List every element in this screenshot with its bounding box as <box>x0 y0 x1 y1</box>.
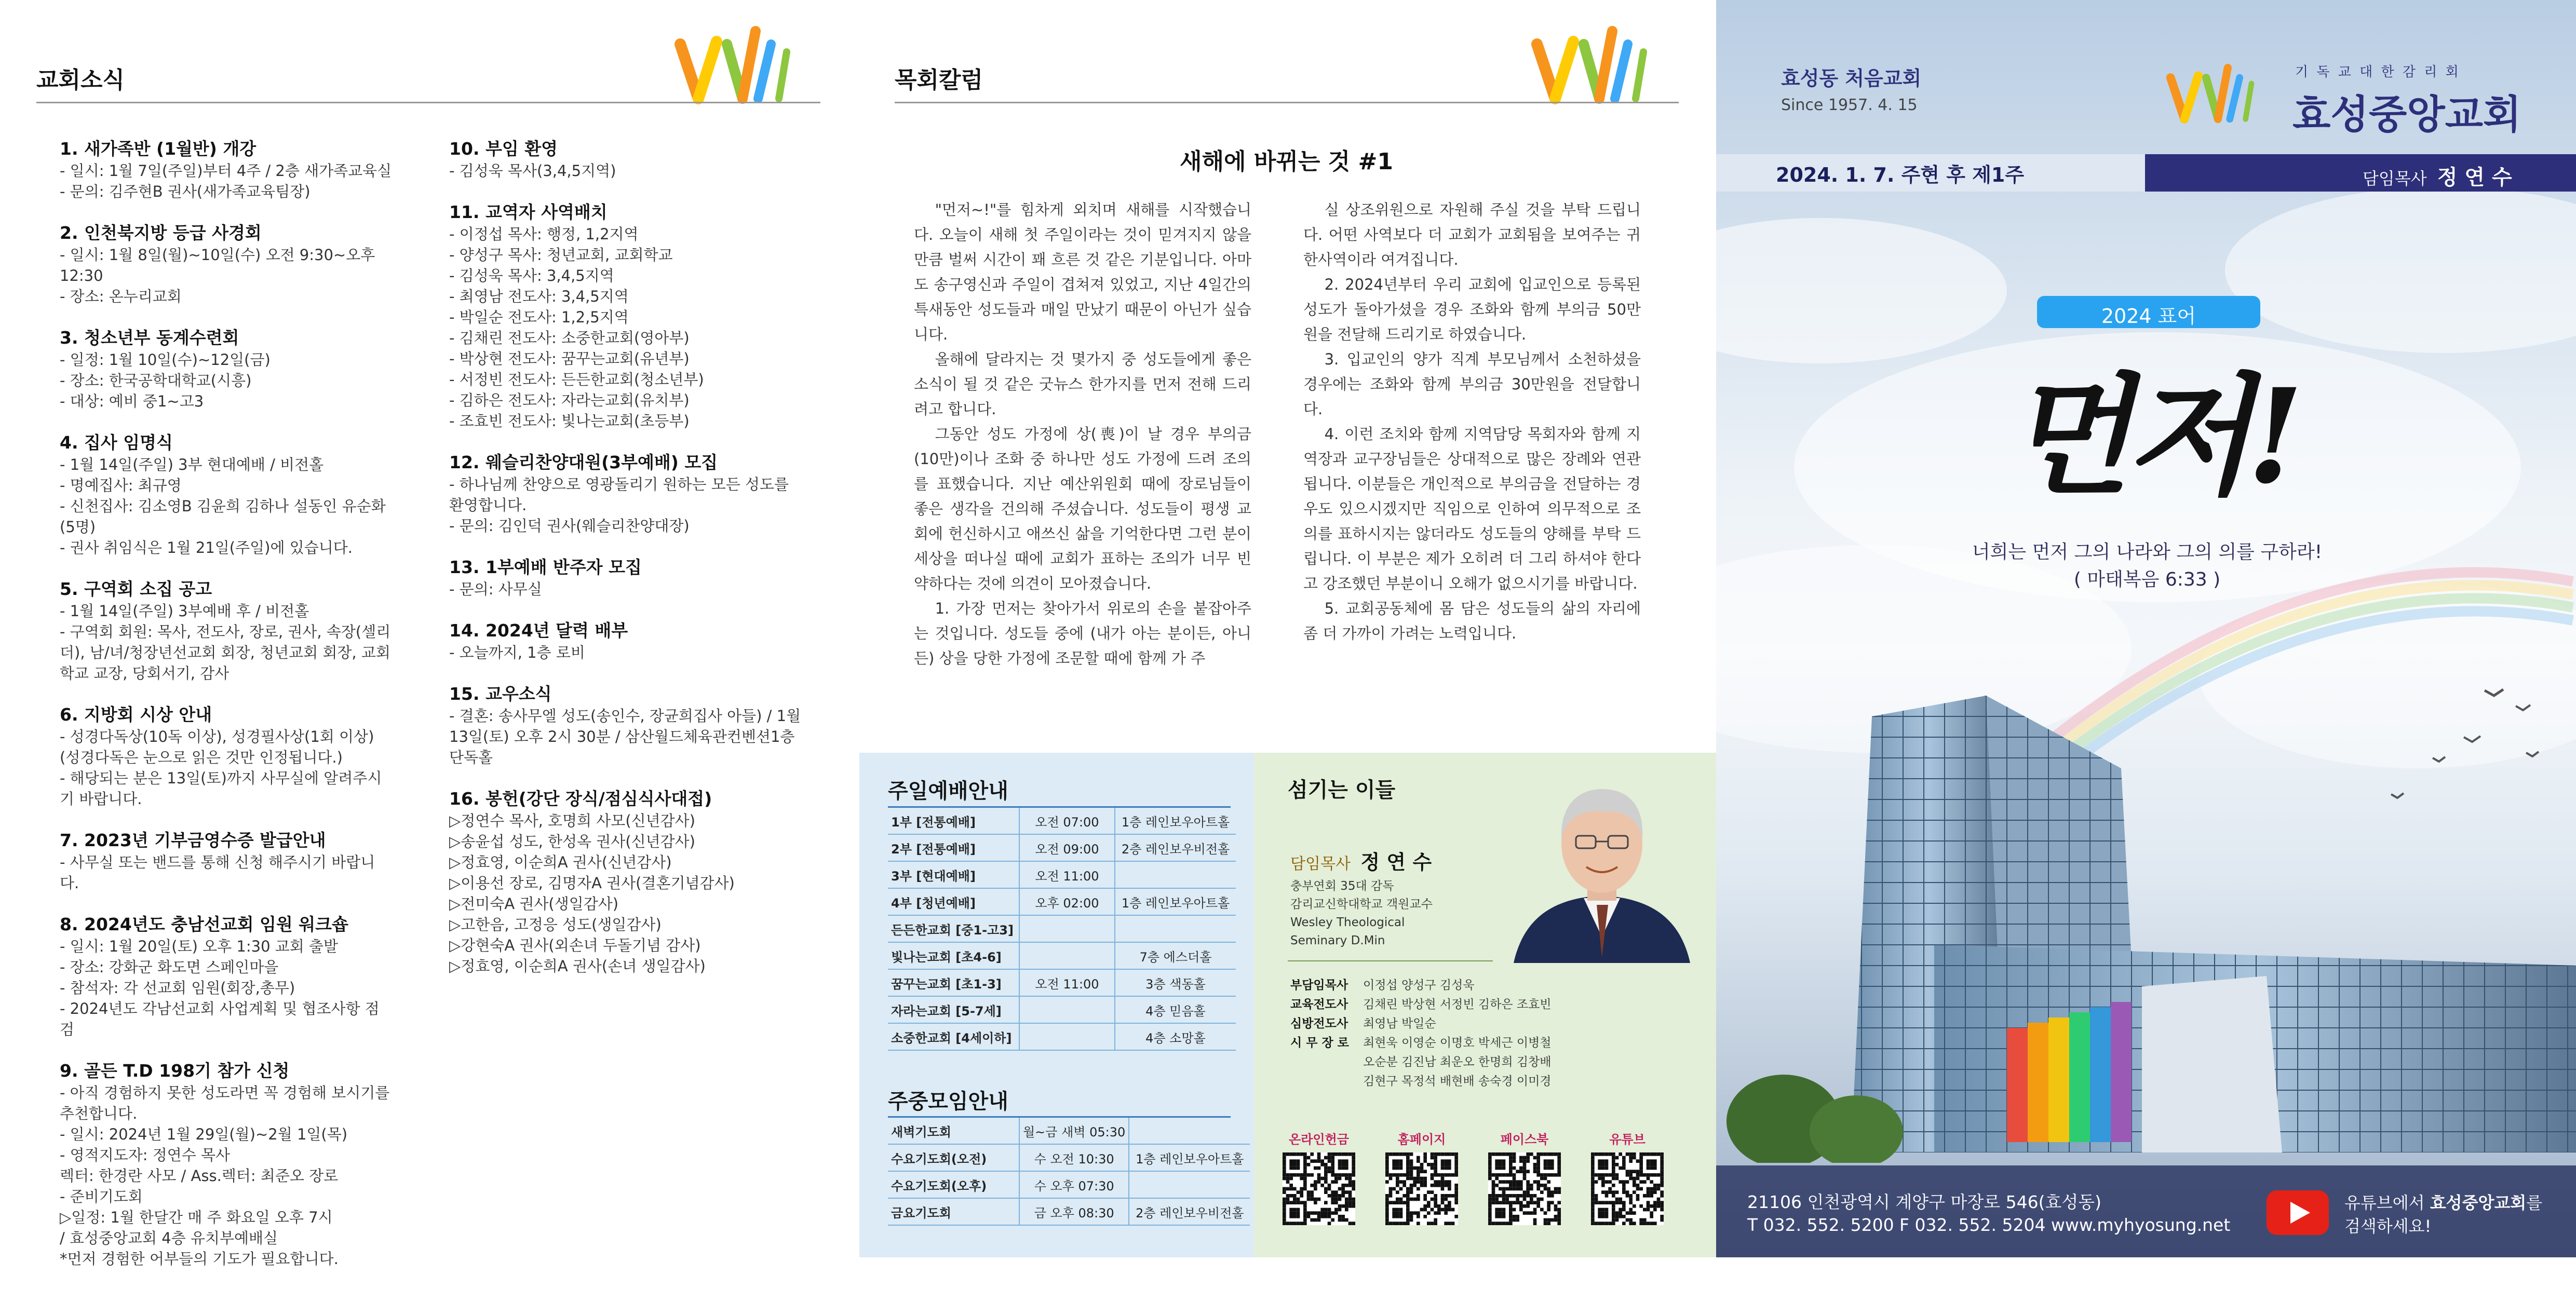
news-item-line: - 이정섭 목사: 행정, 1,2지역 <box>449 225 639 243</box>
servers-box <box>1254 753 1716 1257</box>
column-text-right <box>1303 197 1641 646</box>
news-item-line: - 아직 경험하지 못한 성도라면 꼭 경험해 보시기를 추천합니다. <box>60 1084 390 1122</box>
table-cell: 4층 믿음홀 <box>1115 996 1236 1023</box>
church-logo-icon <box>670 21 800 109</box>
bio-line: 충부연회 35대 감독 <box>1290 879 1394 893</box>
offering-qr-code[interactable] <box>1283 1152 1355 1225</box>
news-item-line: - 문의: 사무실 <box>449 580 542 598</box>
news-section-title: 교회소식 <box>36 67 125 93</box>
news-item-line: - 장소: 한국공학대학교(시흥) <box>60 372 252 389</box>
news-item-line: - 문의: 김인덕 권사(웨슬리찬양대장) <box>449 517 690 535</box>
news-item <box>60 222 392 307</box>
table-cell <box>1019 996 1115 1023</box>
denomination: 기 독 교 대 한 감 리 회 <box>2295 64 2461 80</box>
table-row <box>888 861 1236 888</box>
table-row <box>888 996 1236 1023</box>
staff-names: 이정섭 양성구 김성욱 <box>1363 979 1475 992</box>
news-item-title: 9. 골든 T.D 198기 참가 신청 <box>60 1061 290 1081</box>
column-paragraph: 실 상조위원으로 자원해 주실 것을 부탁 드립니다. 어떤 사역보다 더 교회가 교회됨을 보여주는 귀한사역이라 여겨집니다. <box>1303 201 1641 268</box>
news-item-line: ▷이용선 장로, 김명자A 권사(결혼기념감사) <box>449 874 735 892</box>
news-item-line: (성경다독은 눈으로 읽은 것만 인정됩니다.) <box>60 749 343 766</box>
staff-role: 부담임목사 <box>1290 979 1348 992</box>
news-item-title: 15. 교우소식 <box>449 684 552 704</box>
news-item-line: - 조효빈 전도사: 빛나는교회(초등부) <box>449 412 690 430</box>
qr-label: 홈페이지 <box>1397 1132 1446 1147</box>
table-cell: 오전 09:00 <box>1019 834 1115 861</box>
table-cell: 자라는교회 [5-7세] <box>888 996 1019 1023</box>
news-item-line: ▷정연수 목사, 호명희 사모(신년감사) <box>449 812 695 830</box>
news-item-title: 16. 봉헌(강단 장식/점심식사대접) <box>449 789 712 809</box>
news-item-line: - 최영남 전도사: 3,4,5지역 <box>449 288 629 305</box>
table-cell: 1층 레인보우아트홀 <box>1129 1144 1250 1171</box>
table-row <box>888 1198 1250 1225</box>
table-cell: 수 오후 07:30 <box>1019 1171 1129 1198</box>
news-item-line: - 문의: 김주현B 권사(새가족교육팀장) <box>60 183 311 200</box>
news-item <box>60 1060 392 1269</box>
news-item-line: - 준비기도회 <box>60 1188 143 1205</box>
news-item-line: - 사무실 또는 밴드를 통해 신청 해주시기 바랍니다. <box>60 853 375 892</box>
youtube-search-line1: 유튜브에서 효성중앙교회를 <box>2344 1193 2543 1213</box>
staff-names: 김현구 목정석 배현배 송숙경 이미경 <box>1363 1075 1552 1088</box>
news-list-right <box>449 138 802 996</box>
table-cell: 1부 [전통예배] <box>888 808 1019 834</box>
motto-label: 2024 표어 <box>2101 305 2196 328</box>
news-item <box>60 431 392 558</box>
table-cell <box>1129 1171 1250 1198</box>
news-item-line: - 박일순 전도사: 1,2,5지역 <box>449 308 629 326</box>
church-contact: T 032. 552. 5200 F 032. 552. 5204 www.myhyosung.net <box>1747 1215 2231 1235</box>
staff-list <box>1290 976 1552 1091</box>
verse-text: 너희는 먼저 그의 나라와 그의 의를 구하라! <box>1972 541 2323 563</box>
news-item-line: - 일시: 1월 8일(월)~10일(수) 오전 9:30~오후 12:30 <box>60 246 375 284</box>
news-item <box>60 327 392 412</box>
table-cell <box>1019 1023 1115 1050</box>
table-cell: 오전 07:00 <box>1019 808 1115 834</box>
column-paragraph: 4. 이런 조치와 함께 지역담당 목회자와 함께 지역장과 교구장님들은 상대적으로 많은 장례와 연관됩니다. 이분들은 개인적으로 부의금을 전달하는 경우도 있으시겠지만 직임으로 인하여 의무적으로 조의를 표하시지는 않더라도 성도들의 양해를 부탁 드립니다. 이 부분은 제가 오히려 더 그리 하셔야 한다고 강조했던 부분이니 오해가 없으시기를 바랍니다. <box>1303 425 1641 592</box>
church-logo-icon <box>2163 49 2261 138</box>
news-item-line: / 효성중앙교회 4층 유치부예배실 <box>60 1229 278 1247</box>
news-item-line: - 1월 14일(주일) 3부예배 후 / 비전홀 <box>60 602 309 620</box>
news-item <box>449 138 802 181</box>
news-item-line: ▷송윤섭 성도, 한성옥 권사(신년감사) <box>449 833 695 850</box>
news-item-line: - 하나님께 찬양으로 영광돌리기 원하는 모든 성도를 환영합니다. <box>449 476 789 514</box>
cover-panel <box>1716 0 2576 1257</box>
news-item-title: 1. 새가족반 (1월반) 개강 <box>60 139 257 159</box>
table-row <box>888 969 1236 996</box>
table-cell: 새벽기도회 <box>888 1118 1019 1144</box>
staff-names: 최현욱 이영순 이명호 박세근 이병철 <box>1363 1036 1552 1050</box>
pastor-role: 담임목사 정 연 수 <box>1290 851 1432 874</box>
news-item-title: 7. 2023년 기부금영수증 발급안내 <box>60 830 326 850</box>
table-cell: 7층 에스더홀 <box>1115 942 1236 969</box>
staff-names: 김채린 박상현 서정빈 김하은 조효빈 <box>1363 998 1552 1011</box>
table-cell: 수요기도회(오후) <box>888 1171 1019 1198</box>
table-row <box>888 1171 1250 1198</box>
column-paragraph: 3. 입교인의 양가 직계 부모님께서 소천하셨을 경우에는 조화와 함께 부의금 30만원을 전달합니다. <box>1303 350 1641 418</box>
news-item-title: 2. 인천북지방 등급 사경회 <box>60 223 262 243</box>
table-cell <box>1019 942 1115 969</box>
news-item-line: - 구역회 회원: 목사, 전도사, 장로, 권사, 속장(셀리더), 남/녀/청장년선교회 회장, 청년교회 회장, 교회학교 교장, 당회서기, 감사 <box>60 623 391 682</box>
table-cell: 소중한교회 [4세이하] <box>888 1023 1019 1050</box>
news-item-line: - 서정빈 전도사: 든든한교회(청소년부) <box>449 371 704 388</box>
bio-line: Wesley Theological <box>1290 916 1405 929</box>
column-text-left <box>914 197 1251 671</box>
news-item-line: - 결혼: 송사무엘 성도(송인수, 장균희집사 아들) / 1월 13일(토) 오후 2시 30분 / 삼산월드체육관컨벤션1층 단독홀 <box>449 707 801 766</box>
news-item-line: - 김성욱 목사(3,4,5지역) <box>449 162 616 180</box>
youtube-icon <box>2267 1190 2329 1235</box>
table-cell: 3층 색동홀 <box>1115 969 1236 996</box>
church-subtitle: 효성동 처음교회 <box>1781 67 1922 90</box>
news-item <box>60 703 392 809</box>
news-item-line: - 일시: 2024년 1월 29일(월)~2월 1일(목) <box>60 1125 348 1143</box>
motto-text: 먼저! <box>2006 360 2299 512</box>
news-item-line: - 명예집사: 최규영 <box>60 477 182 494</box>
news-item <box>449 683 802 768</box>
table-cell: 4부 [청년예배] <box>888 888 1019 915</box>
staff-names: 오순분 김진남 최운오 한명희 김창배 <box>1363 1055 1552 1069</box>
news-item-title: 8. 2024년도 충남선교회 임원 워크숍 <box>60 914 348 934</box>
column-title: 새해에 바뀌는 것 #1 <box>1180 148 1393 175</box>
news-item <box>60 578 392 684</box>
staff-role: 시 무 장 로 <box>1290 1036 1349 1050</box>
pastor-bio <box>1290 877 1433 950</box>
news-item-line: ▷강현숙A 권사(외손녀 두돌기념 감사) <box>449 937 701 954</box>
qr-label: 유튜브 <box>1609 1132 1646 1147</box>
since-date: Since 1957. 4. 15 <box>1781 96 1918 114</box>
table-row <box>888 1023 1236 1050</box>
news-item-line: - 성경다독상(10독 이상), 성경필사상(1회 이상) <box>60 728 374 745</box>
news-panel <box>0 0 857 1268</box>
weekday-meeting-table <box>888 1118 1250 1226</box>
news-item-line: - 권사 취임식은 1월 21일(주일)에 있습니다. <box>60 539 353 557</box>
table-cell: 금요기도회 <box>888 1198 1019 1225</box>
table-cell: 1층 레인보우아트홀 <box>1115 808 1236 834</box>
news-item <box>449 451 802 536</box>
news-item-line: - 일정: 1월 10일(수)~12일(금) <box>60 351 271 369</box>
youtube-qr-code[interactable] <box>1591 1152 1664 1225</box>
news-item-line: ▷전미숙A 권사(생일감사) <box>449 895 619 913</box>
table-cell: 2부 [전통예배] <box>888 834 1019 861</box>
sunday-service-title: 주일예배안내 <box>888 779 1008 803</box>
news-item-line: - 양성구 목사: 청년교회, 교회학교 <box>449 246 673 264</box>
column-paragraph: 2. 2024년부터 우리 교회에 입교인으로 등록된 성도가 돌아가셨을 경우 조화와 함께 부의금 50만원을 전달해 드리기로 하였습니다. <box>1303 276 1641 343</box>
church-logo-icon <box>1527 21 1656 109</box>
bio-line: Seminary D.Min <box>1290 934 1385 947</box>
column-paragraph: 올해에 달라지는 것 몇가지 중 성도들에게 좋은 소식이 될 것 같은 굿뉴스 한가지를 먼저 전해 드리려고 합니다. <box>914 350 1251 418</box>
column-paragraph: 5. 교회공동체에 몸 담은 성도들의 삶의 자리에 좀 더 가까이 가려는 노력입니다. <box>1303 600 1641 642</box>
table-cell: 오전 11:00 <box>1019 969 1115 996</box>
staff-row <box>1290 976 1552 995</box>
sunday-service-table <box>888 808 1236 1051</box>
news-item-line: - 일시: 1월 20일(토) 오후 1:30 교회 출발 <box>60 938 339 955</box>
pastor-photo <box>1493 766 1711 963</box>
news-item-line: ▷일정: 1월 한달간 매 주 화요일 오후 7시 <box>60 1209 333 1226</box>
news-item <box>449 201 802 431</box>
news-item <box>449 788 802 976</box>
table-cell: 4층 소망홀 <box>1115 1023 1236 1050</box>
news-item <box>449 619 802 663</box>
table-cell <box>1019 915 1115 942</box>
news-item-line: - 2024년도 각남선교회 사업계획 및 협조사항 점검 <box>60 1000 380 1038</box>
staff-row <box>1290 1072 1552 1091</box>
news-item-title: 10. 부임 환영 <box>449 139 558 159</box>
column-section-title: 목회칼럼 <box>895 67 983 93</box>
news-item-line: - 참석자: 각 선교회 임원(회장,총무) <box>60 979 295 997</box>
news-item-title: 3. 청소년부 동계수련회 <box>60 328 239 348</box>
table-row <box>888 915 1236 942</box>
column-paragraph: "먼저~!"를 힘차게 외치며 새해를 시작했습니다. 오늘이 새해 첫 주일이라는 것이 믿겨지지 않을만큼 벌써 시간이 꽤 흐른 것 같은 기분입니다. 아마도 송구영신과 주일이 겹쳐져 있었고, 지난 4일간의 특새동안 성도들과 매일 만났기 때문이 아닌가 싶습니다. <box>914 201 1251 343</box>
news-item-line: - 1월 14일(주일) 3부 현대예배 / 비전홀 <box>60 456 324 473</box>
news-item-line: ▷정효영, 이순희A 권사(손녀 생일감사) <box>449 957 706 975</box>
table-row <box>888 834 1236 861</box>
news-item-title: 14. 2024년 달력 배부 <box>449 620 628 641</box>
news-item <box>449 556 802 600</box>
staff-row <box>1290 1014 1552 1034</box>
news-item-title: 4. 집사 임명식 <box>60 432 173 453</box>
table-row <box>888 888 1236 915</box>
news-divider <box>36 102 820 103</box>
table-row <box>888 942 1236 969</box>
news-item-line: - 오늘까지, 1층 로비 <box>449 644 585 661</box>
news-item-line: - 김하은 전도사: 자라는교회(유치부) <box>449 391 690 409</box>
news-item-title: 13. 1부예배 반주자 모집 <box>449 557 642 577</box>
table-cell: 3부 [현대예배] <box>888 861 1019 888</box>
table-cell: 2층 레인보우비전홀 <box>1115 834 1236 861</box>
news-item-line: ▷정효영, 이순희A 권사(신년감사) <box>449 853 672 871</box>
news-item-line: *먼저 경험한 어부들의 기도가 필요합니다. <box>60 1250 339 1268</box>
table-cell <box>1115 861 1236 888</box>
staff-row <box>1290 1034 1552 1053</box>
table-cell: 오전 11:00 <box>1019 861 1115 888</box>
column-paragraph: 그동안 성도 가정에 상(喪)이 날 경우 부의금 (10만)이나 조화 중 하나만 성도 가정에 드려 조의를 표했습니다. 지난 예산위원회 때에 장로님들이 좋은 생각을 건의해 주셨습니다. 성도들이 평생 교회에 헌신하시고 애쓰신 삶을 기억한다면 그런 분이 세상을 떠나실 때에 교회가 표하는 조의가 너무 빈약하다는 것에 의견이 모아졌습니다. <box>914 425 1251 592</box>
facebook-qr-code[interactable] <box>1488 1152 1561 1225</box>
news-item-title: 12. 웨슬리찬양대원(3부예배) 모집 <box>449 452 718 472</box>
news-item-line: - 장소: 강화군 화도면 스페인마을 <box>60 958 279 976</box>
column-paragraph: 1. 가장 먼저는 찾아가서 위로의 손을 붙잡아주는 것입니다. 성도들 중에 (내가 아는 분이든, 아니든) 상을 당한 가정에 조문할 때에 함께 가 주 <box>914 600 1251 667</box>
news-item <box>60 829 392 893</box>
news-item-line: - 일시: 1월 7일(주일)부터 4주 / 2층 새가족교육실 <box>60 162 392 180</box>
table-cell <box>1115 915 1236 942</box>
news-item-line: - 장소: 온누리교회 <box>60 288 182 305</box>
table-cell: 수요기도회(오전) <box>888 1144 1019 1171</box>
table-cell: 월~금 새벽 05:30 <box>1019 1118 1129 1144</box>
news-item-title: 6. 지방회 시상 안내 <box>60 704 212 725</box>
news-item-line: 렉터: 한경란 사모 / Ass.렉터: 최준오 장로 <box>60 1167 339 1185</box>
table-cell: 빛나는교회 [초4-6] <box>888 942 1019 969</box>
news-item-line: - 김채린 전도사: 소중한교회(영아부) <box>449 329 690 347</box>
table-cell: 꿈꾸는교회 [초1-3] <box>888 969 1019 996</box>
table-cell: 1층 레인보우아트홀 <box>1115 888 1236 915</box>
table-cell: 든든한교회 [중1-고3] <box>888 915 1019 942</box>
staff-role: 교육전도사 <box>1290 998 1348 1011</box>
cover-pastor: 담임목사 정 연 수 <box>2363 166 2512 189</box>
table-row <box>888 1118 1250 1144</box>
table-cell: 2층 레인보우비전홀 <box>1129 1198 1250 1225</box>
youtube-search-line2: 검색하세요! <box>2344 1216 2432 1236</box>
bulletin-date: 2024. 1. 7. 주현 후 제1주 <box>1776 164 2025 186</box>
news-item-line: ▷고한음, 고정응 성도(생일감사) <box>449 916 662 933</box>
news-item <box>60 138 392 202</box>
homepage-qr-code[interactable] <box>1385 1152 1458 1225</box>
staff-role: 심방전도사 <box>1290 1017 1348 1030</box>
staff-row <box>1290 1053 1552 1072</box>
church-name: 효성중앙교회 <box>2292 91 2521 138</box>
pastor-name: 정 연 수 <box>1360 851 1432 874</box>
table-cell: 금 오후 08:30 <box>1019 1198 1129 1225</box>
church-address: 21106 인천광역시 계양구 마장로 546(효성동) <box>1747 1192 2101 1212</box>
news-item-line: - 해당되는 분은 13일(토)까지 사무실에 알려주시기 바랍니다. <box>60 769 382 808</box>
church-building-photo <box>1716 696 2576 1163</box>
bio-line: 감리교신학대학교 객원교수 <box>1290 898 1433 911</box>
column-divider <box>895 102 1679 103</box>
table-cell: 수 오전 10:30 <box>1019 1144 1129 1171</box>
news-item-title: 5. 구역회 소집 공고 <box>60 579 212 599</box>
news-item-line: - 대상: 예비 중1~고3 <box>60 392 204 410</box>
news-item-line: - 김성욱 목사: 3,4,5지역 <box>449 267 614 284</box>
table-row <box>888 1144 1250 1171</box>
service-info-box <box>859 753 1254 1257</box>
news-item-line: - 영적지도자: 정연수 목사 <box>60 1146 231 1164</box>
verse-reference: ( 마태복음 6:33 ) <box>2073 569 2221 590</box>
servers-title: 섬기는 이들 <box>1288 778 1396 802</box>
table-cell: 오후 02:00 <box>1019 888 1115 915</box>
table-cell <box>1129 1118 1250 1144</box>
staff-row <box>1290 995 1552 1014</box>
news-list-left <box>60 138 392 1289</box>
table-row <box>888 808 1236 834</box>
qr-label: 온라인헌금 <box>1289 1132 1349 1147</box>
weekday-meeting-title: 주중모임안내 <box>888 1090 1008 1114</box>
news-item-line: - 신천집사: 김소영B 김윤희 김하나 설동인 유순화(5명) <box>60 497 386 536</box>
news-item-title: 11. 교역자 사역배치 <box>449 202 608 222</box>
qr-label: 페이스북 <box>1500 1132 1549 1147</box>
staff-names: 최영남 박일순 <box>1363 1017 1436 1030</box>
news-item-line: - 박상현 전도사: 꿈꾸는교회(유년부) <box>449 350 690 368</box>
news-item <box>60 913 392 1040</box>
